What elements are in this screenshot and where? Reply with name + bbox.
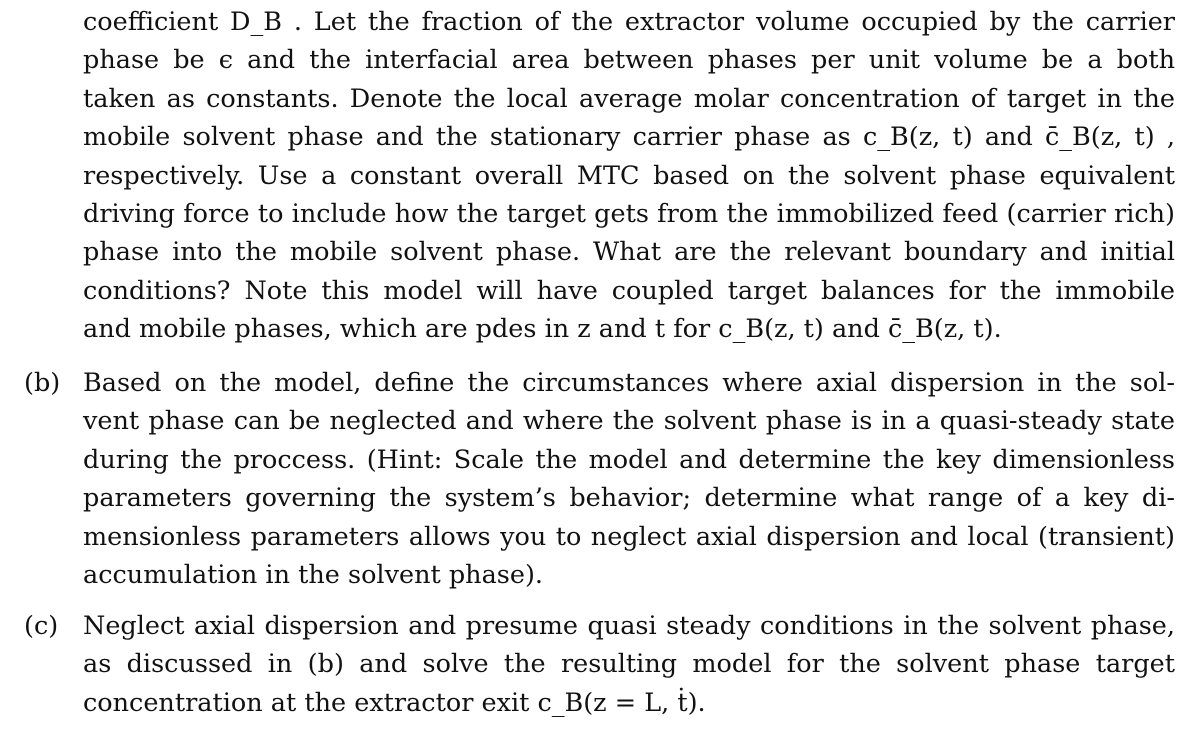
part-b-label: (b)	[24, 368, 61, 398]
text-line: taken as constants. Denote the local average molar concentration of target in the	[83, 83, 1175, 114]
text-line: phase into the mobile solvent phase. What are the relevant boundary and initial	[83, 237, 1175, 268]
text-line: parameters governing the system’s behavior; determine what range of a key di-	[83, 483, 1175, 514]
text-line: Neglect axial dispersion and presume quasi steady conditions in the solvent phase,	[83, 611, 1175, 641]
text-line: coefficient D_B . Let the fraction of the extractor volume occupied by the carrier	[83, 7, 1175, 37]
text-line: driving force to include how the target gets from the immobilized feed (carrier rich)	[83, 198, 1175, 229]
text-line: conditions? Note this model will have coupled target balances for the immobile	[83, 275, 1175, 306]
text-line: as discussed in (b) and solve the resulting model for the solvent phase target	[83, 649, 1175, 680]
text-line: accumulation in the solvent phase).	[83, 559, 544, 590]
part-c-paragraph	[83, 607, 1175, 722]
text-line: during the proccess. (Hint: Scale the model and determine the key dimensionless	[83, 444, 1175, 475]
text-line: phase be ϵ and the interfacial area between phases per unit volume be a both	[83, 45, 1175, 76]
text-line: Based on the model, define the circumstances where axial dispersion in the sol-	[83, 368, 1175, 398]
text-line: mobile solvent phase and the stationary carrier phase as c_B(z, t) and c̄_B(z, t) ,	[83, 122, 1175, 153]
text-line: and mobile phases, which are pdes in z and t for c_B(z, t) and c̄_B(z, t).	[83, 314, 1002, 345]
part-c-label: (c)	[24, 611, 59, 641]
problem-continuation-paragraph	[83, 3, 1175, 349]
text-line: respectively. Use a constant overall MTC based on the solvent phase equivalent	[83, 160, 1175, 191]
text-line: concentration at the extractor exit c_B(z = L, ṫ).	[83, 687, 706, 718]
part-b-paragraph	[83, 364, 1175, 594]
text-line: vent phase can be neglected and where the solvent phase is in a quasi-steady state	[83, 406, 1175, 437]
text-line: mensionless parameters allows you to neglect axial dispersion and local (transient)	[83, 521, 1175, 552]
